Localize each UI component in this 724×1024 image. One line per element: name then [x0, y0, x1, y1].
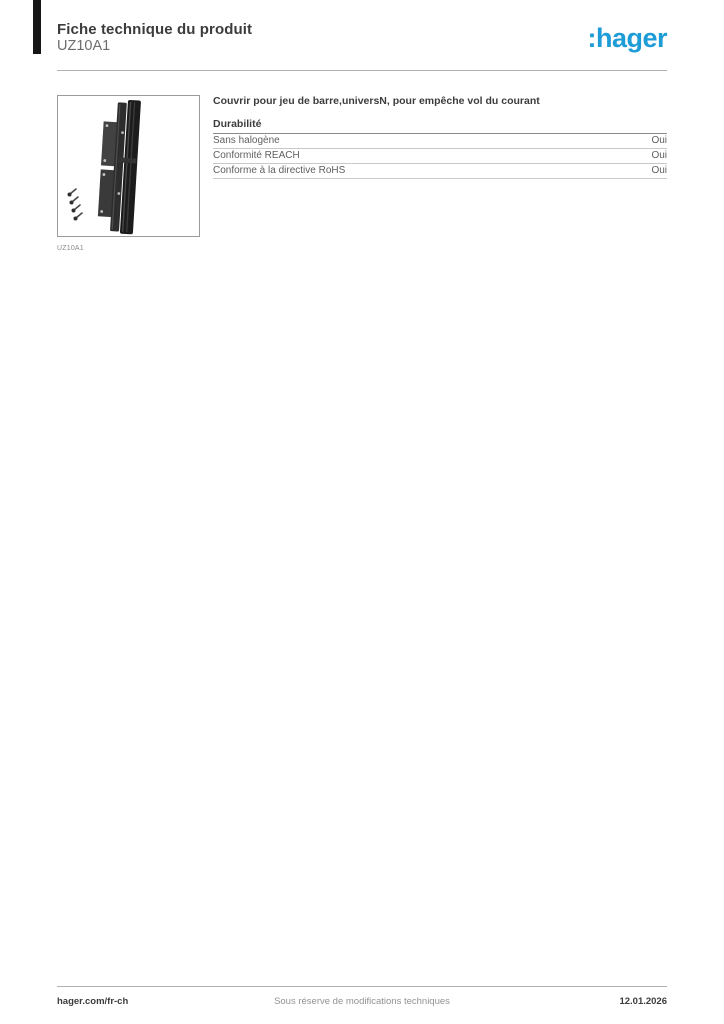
header-divider — [57, 70, 667, 71]
table-row-rohs — [213, 164, 667, 179]
row-label: Conformité REACH — [213, 150, 300, 161]
product-reference: UZ10A1 — [57, 38, 111, 54]
footer-website: hager.com/fr-ch — [57, 996, 129, 1007]
product-details — [213, 95, 667, 179]
row-label: Conforme à la directive RoHS — [213, 165, 346, 176]
row-value: Oui — [651, 150, 667, 161]
product-image-frame — [57, 95, 200, 237]
header — [57, 22, 667, 68]
footer-divider — [57, 986, 667, 987]
section-title-durability: Durabilité — [213, 118, 667, 134]
footer — [57, 996, 667, 1010]
section-durability — [213, 118, 667, 179]
footer-date: 12.01.2026 — [619, 996, 667, 1007]
hager-logo: :hager — [587, 23, 667, 53]
product-description: Couvrir pour jeu de barre,universN, pour empêche vol du courant — [213, 95, 540, 107]
product-image — [58, 96, 199, 236]
table-row-reach — [213, 149, 667, 164]
row-label: Sans halogène — [213, 135, 280, 146]
product-image-caption: UZ10A1 — [57, 245, 84, 252]
table-row-halogen — [213, 134, 667, 149]
page-title: Fiche technique du produit — [57, 21, 253, 38]
footer-disclaimer: Sous réserve de modifications techniques — [274, 996, 450, 1007]
row-value: Oui — [651, 165, 667, 176]
corner-print-mark — [33, 0, 41, 54]
row-value: Oui — [651, 135, 667, 146]
